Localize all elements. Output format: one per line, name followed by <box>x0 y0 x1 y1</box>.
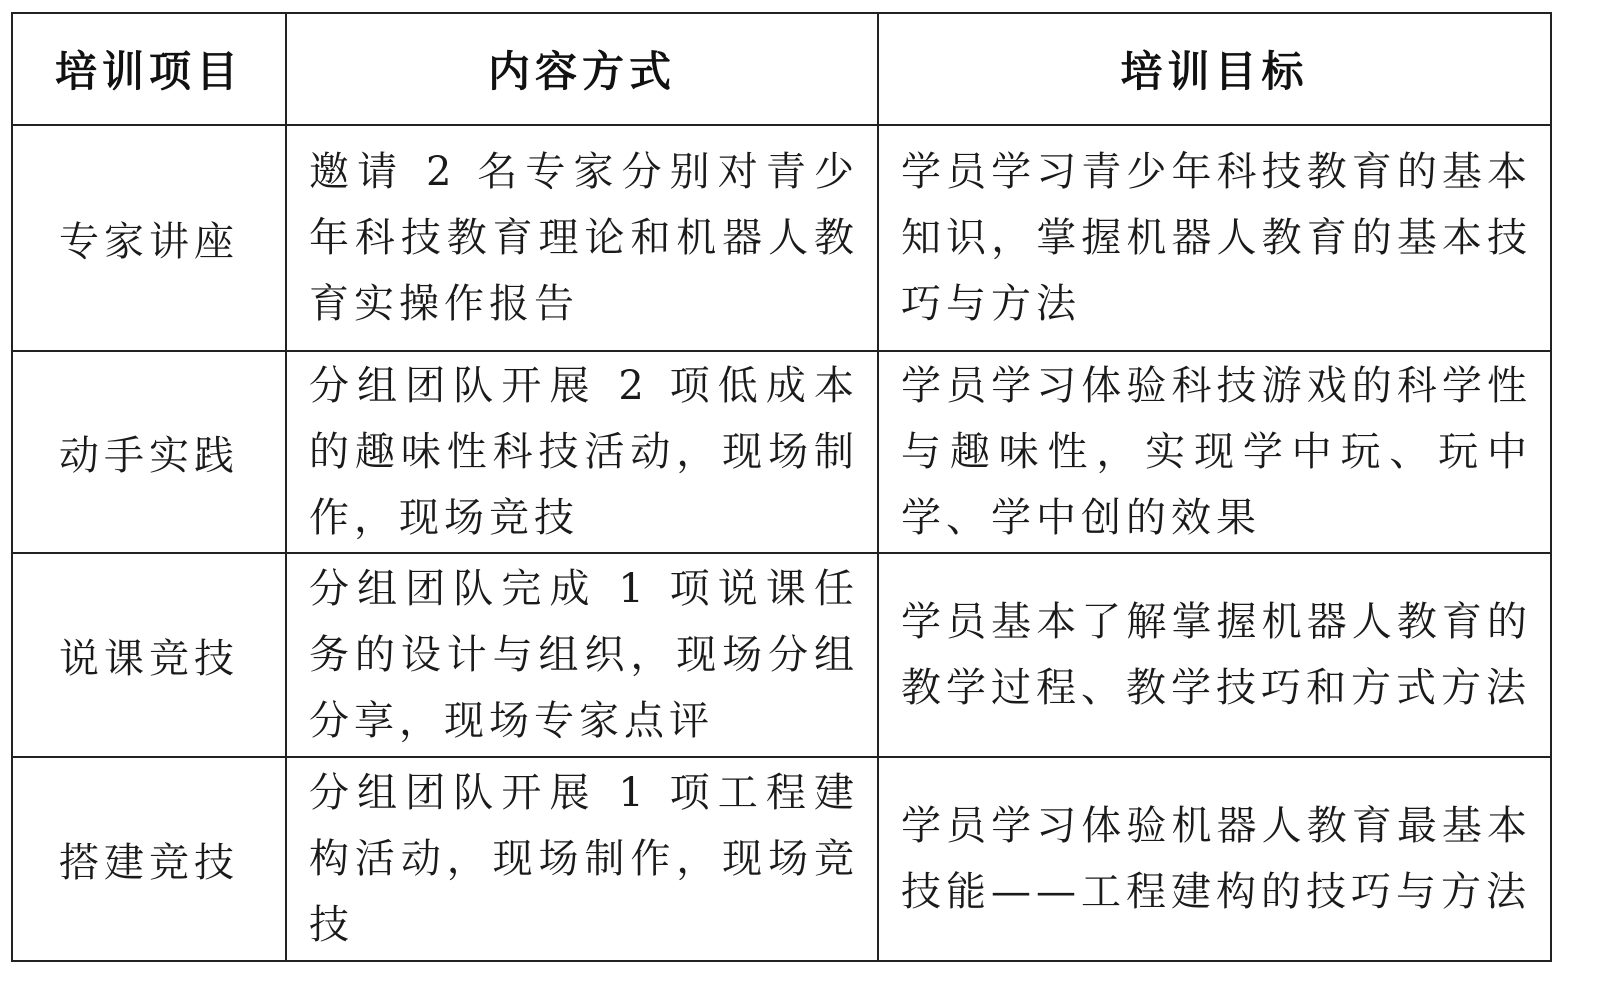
table-body <box>12 125 1551 961</box>
training-plan-table <box>11 12 1552 962</box>
table-row <box>12 553 1551 757</box>
content-method-cell <box>286 125 878 351</box>
training-goal-cell <box>878 553 1551 757</box>
training-item-cell: 说课竞技 <box>12 553 286 757</box>
training-goal-cell <box>878 757 1551 961</box>
header-row <box>12 13 1551 125</box>
training-goal-cell <box>878 125 1551 351</box>
content-method-text: 分组团队开展 1 项工程建构活动，现场制作，现场竞技 <box>309 770 859 948</box>
content-method-text: 邀请 2 名专家分别对青少年科技教育理论和机器人教育实操作报告 <box>309 149 859 327</box>
table-header <box>12 13 1551 125</box>
content-method-text: 分组团队完成 1 项说课任务的设计与组织，现场分组分享，现场专家点评 <box>309 566 859 744</box>
training-goal-text: 学员学习体验机器人教育最基本技能——工程建构的技巧与方法 <box>901 803 1532 915</box>
table-row <box>12 757 1551 961</box>
table-row <box>12 351 1551 553</box>
content-method-cell <box>286 757 878 961</box>
content-method-text: 分组团队开展 2 项低成本的趣味性科技活动，现场制作，现场竞技 <box>309 363 859 541</box>
training-item-cell: 动手实践 <box>12 351 286 553</box>
training-item-cell: 专家讲座 <box>12 125 286 351</box>
training-goal-text: 学员学习青少年科技教育的基本知识，掌握机器人教育的基本技巧与方法 <box>901 149 1532 327</box>
content-method-cell <box>286 553 878 757</box>
training-goal-text: 学员基本了解掌握机器人教育的教学过程、教学技巧和方式方法 <box>901 599 1532 711</box>
header-training-goal: 培训目标 <box>878 13 1551 125</box>
content-method-cell <box>286 351 878 553</box>
training-goal-cell <box>878 351 1551 553</box>
table-row <box>12 125 1551 351</box>
header-content-method: 内容方式 <box>286 13 878 125</box>
header-training-item: 培训项目 <box>12 13 286 125</box>
training-item-cell: 搭建竞技 <box>12 757 286 961</box>
training-goal-text: 学员学习体验科技游戏的科学性与趣味性，实现学中玩、玩中学、学中创的效果 <box>901 363 1532 541</box>
